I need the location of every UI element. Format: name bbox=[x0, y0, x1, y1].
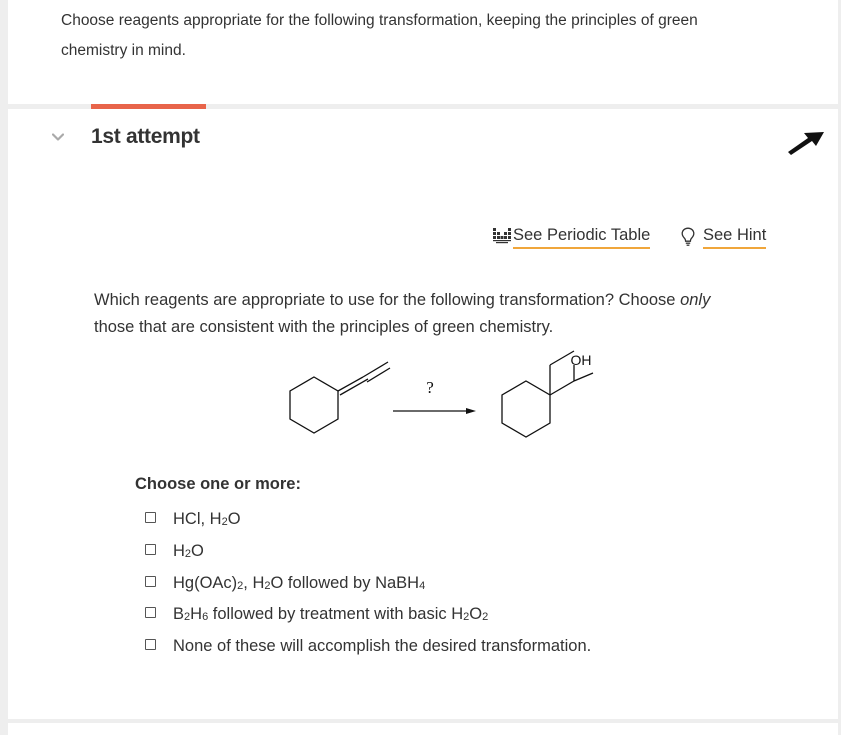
option-5-checkbox[interactable] bbox=[145, 639, 156, 650]
reaction-arrow bbox=[393, 408, 476, 414]
option-4-label: $B_2H_6$ followed by treatment with basic $H_2O_2$ bbox=[173, 604, 489, 623]
see-hint-link[interactable] bbox=[703, 226, 766, 249]
subscript: 6 bbox=[202, 610, 209, 623]
option-3-checkbox[interactable] bbox=[145, 576, 156, 587]
option-1-label: HCl, $H_2O$ bbox=[173, 509, 241, 528]
chevron-down-icon[interactable] bbox=[52, 131, 64, 143]
option-4-checkbox[interactable] bbox=[145, 607, 156, 618]
subscript: 2 bbox=[482, 610, 489, 623]
subscript: 4 bbox=[419, 579, 426, 592]
reaction-scheme bbox=[268, 337, 608, 452]
question-text-start: Which reagents are appropriate to use for the following transformation? Choose bbox=[94, 291, 681, 309]
option-1-checkbox[interactable] bbox=[145, 512, 156, 523]
see-periodic-table-link[interactable] bbox=[513, 226, 650, 249]
option-2-label: $H_2O$ bbox=[173, 541, 204, 560]
option-5-label: None of these will accomplish the desired transformation. bbox=[173, 636, 592, 655]
product-hydroxyl-label: OH bbox=[570, 352, 592, 368]
option-3[interactable] bbox=[145, 571, 425, 595]
subscript: 2 bbox=[184, 610, 191, 623]
option-4[interactable] bbox=[145, 602, 488, 626]
choose-instruction: Choose one or more: bbox=[135, 475, 301, 493]
subscript: 2 bbox=[264, 579, 271, 592]
next-panel-edge bbox=[8, 723, 838, 735]
reactant-structure bbox=[290, 362, 390, 433]
prompt-line-1: Choose reagents appropriate for the following transformation, keeping the principles of green bbox=[61, 12, 698, 29]
subscript: 2 bbox=[237, 579, 244, 592]
question-text bbox=[94, 287, 784, 341]
see-periodic-table-label: See Periodic Table bbox=[513, 226, 651, 244]
option-5[interactable] bbox=[145, 634, 591, 658]
option-2-checkbox[interactable] bbox=[145, 544, 156, 555]
prompt-text bbox=[61, 6, 781, 66]
attempt-panel bbox=[8, 109, 838, 719]
option-1[interactable] bbox=[145, 507, 241, 531]
see-hint-label: See Hint bbox=[703, 226, 767, 244]
subscript: 2 bbox=[463, 610, 470, 623]
subscript: 2 bbox=[221, 515, 228, 528]
collapse-arrow-icon[interactable] bbox=[786, 128, 826, 156]
attempt-title: 1st attempt bbox=[91, 125, 200, 148]
subscript: 2 bbox=[184, 547, 192, 560]
reaction-arrow-label: ? bbox=[426, 378, 434, 397]
lightbulb-icon[interactable] bbox=[681, 227, 695, 247]
option-2[interactable] bbox=[145, 539, 204, 563]
prompt-line-2: chemistry in mind. bbox=[61, 42, 186, 59]
question-text-end: those that are consistent with the principles of green chemistry. bbox=[94, 318, 554, 336]
question-emphasis: only bbox=[680, 291, 711, 309]
option-3-label: $Hg(OAc)_2$, $H_2O$ followed by NaBH$_4$ bbox=[173, 573, 426, 592]
periodic-table-icon[interactable] bbox=[493, 228, 511, 244]
active-tab-indicator bbox=[91, 104, 206, 109]
prompt-panel bbox=[8, 0, 838, 104]
